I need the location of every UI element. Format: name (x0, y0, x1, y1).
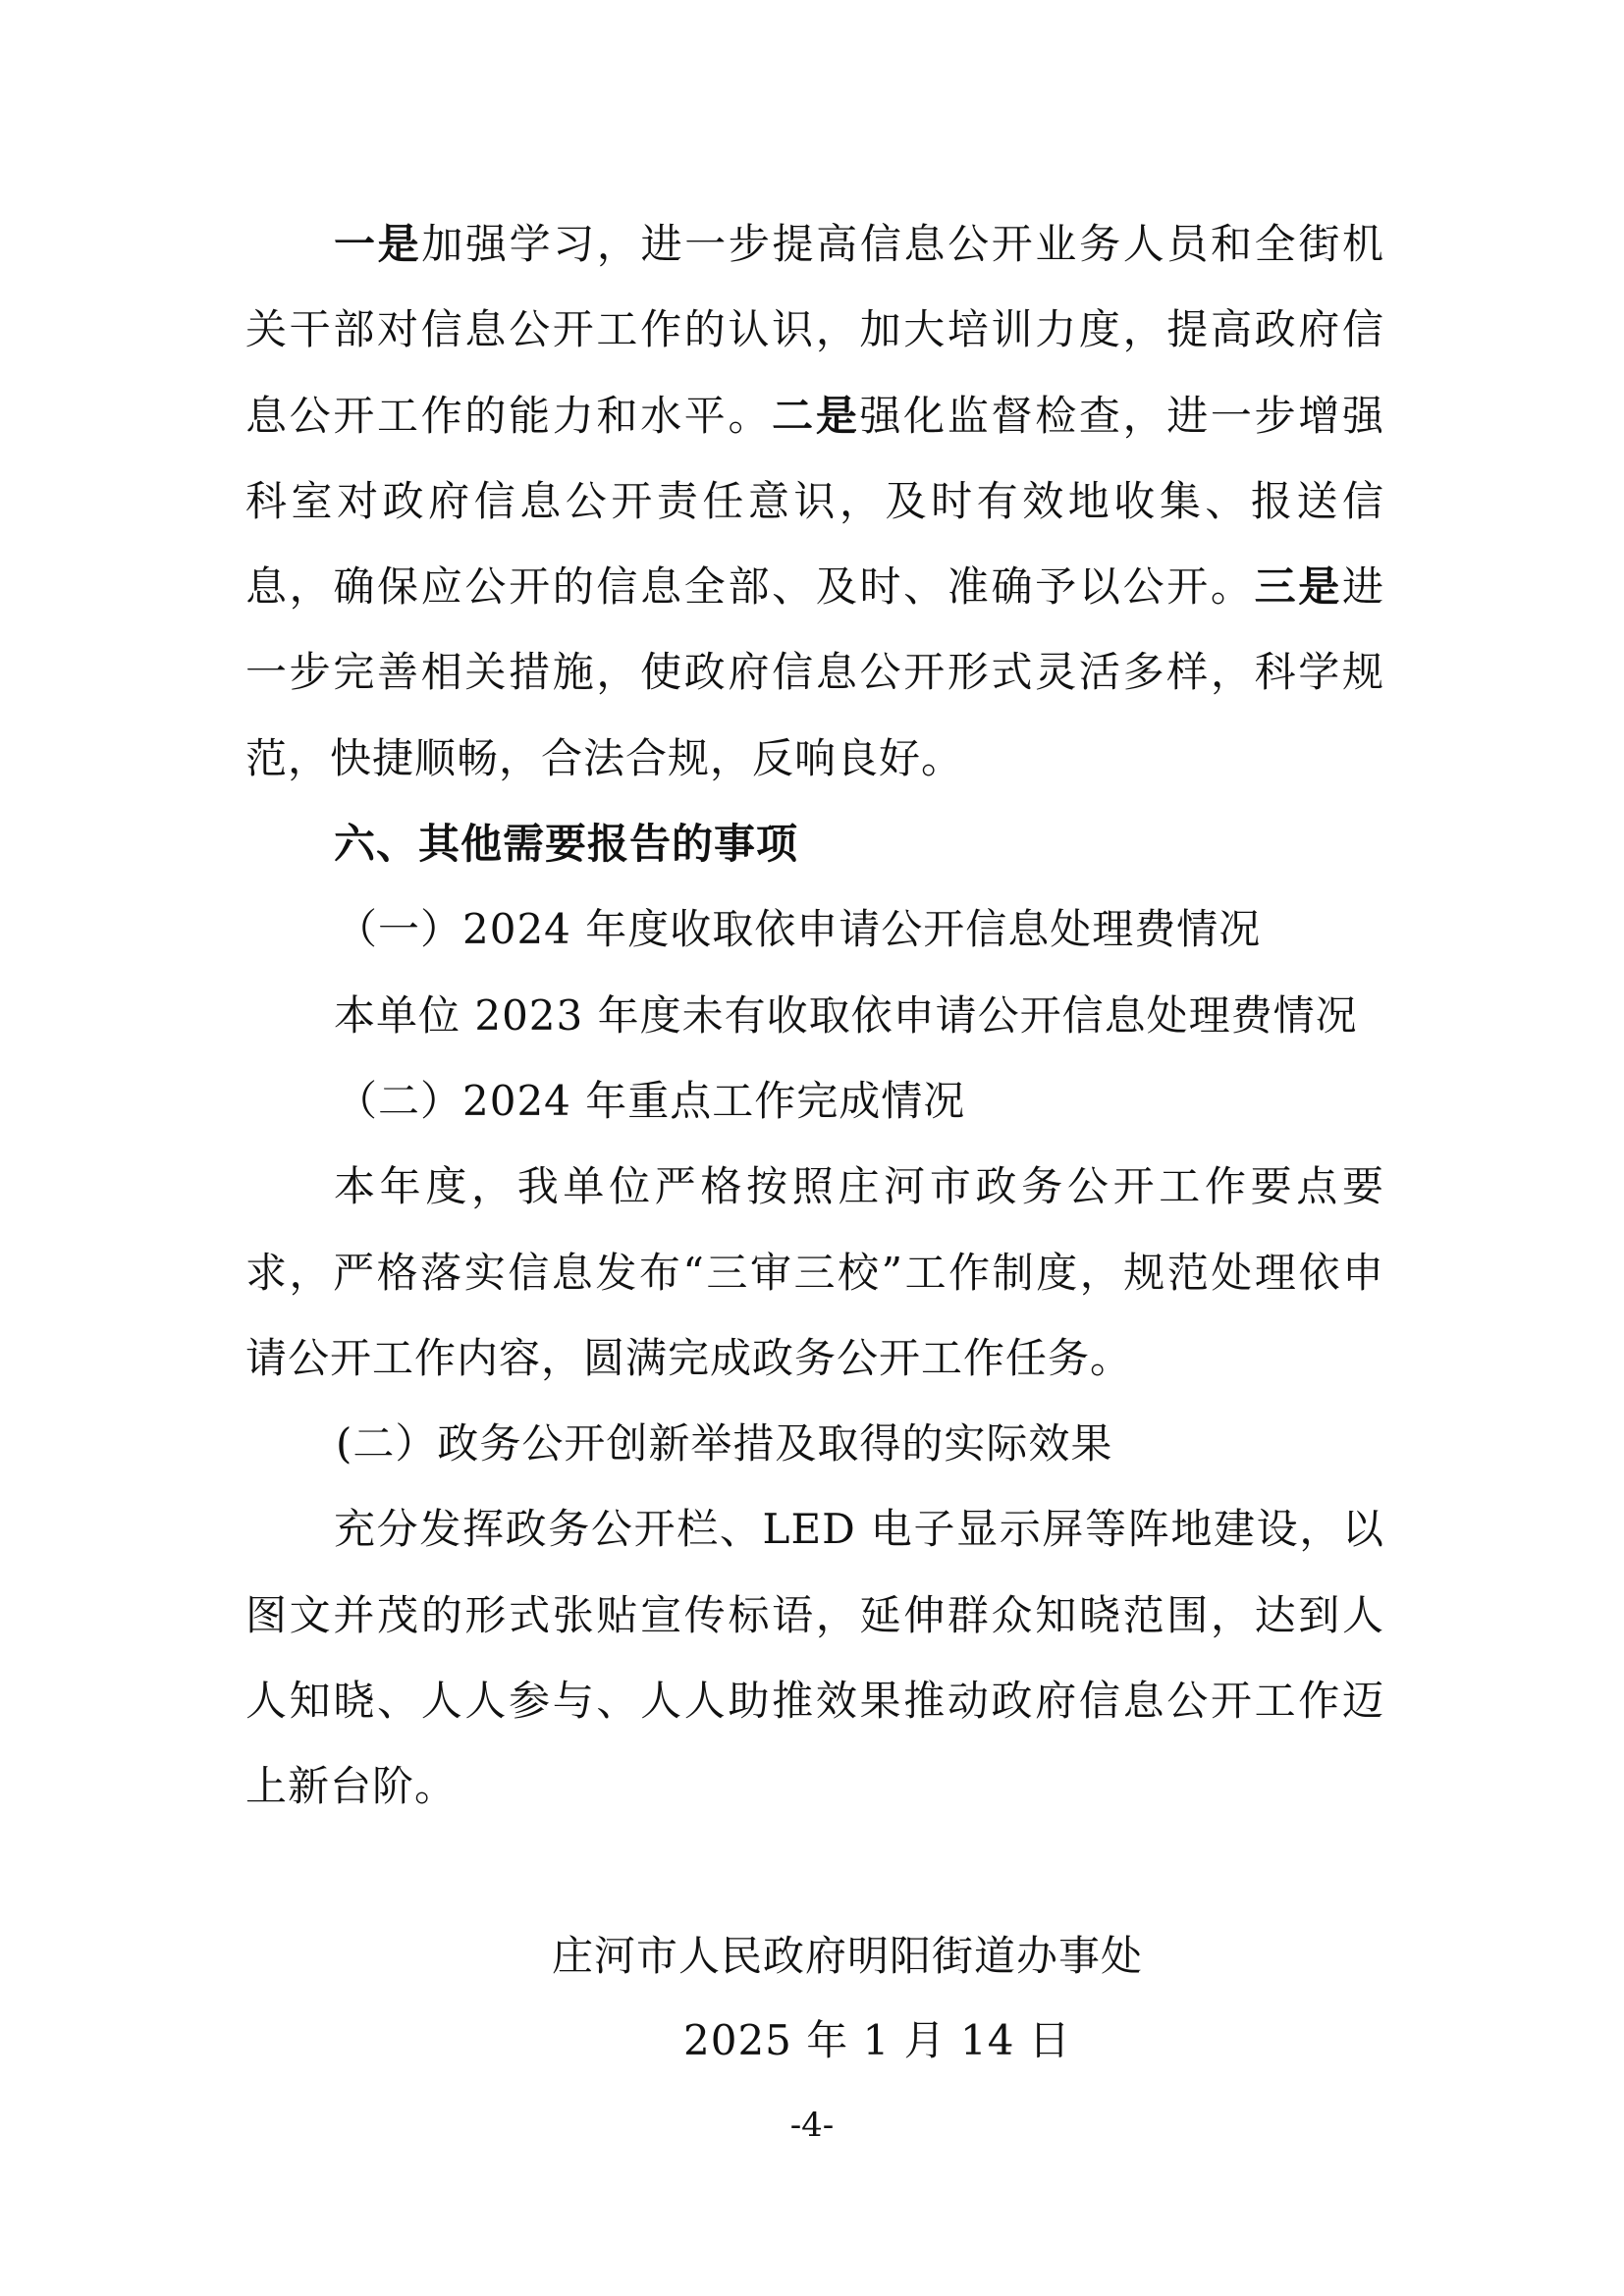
subsection-2-heading: （二）2024 年重点工作完成情况 (336, 1076, 966, 1125)
measure-text-2: 强化监督检查，进一步增强科室对政府信息公开责任意识，及时有效地收集、报送信息，确保应公开的信息全部、及时、准确予以公开。 (245, 391, 1384, 612)
subsection-3-heading: (二）政务公开创新举措及取得的实际效果 (336, 1419, 1113, 1468)
section-6-heading: 六、其他需要报告的事项 (334, 820, 799, 869)
subsection-2-text: 本年度，我单位严格按照庄河市政务公开工作要点要求，严格落实信息发布“三审三校”工作制度，规范处理依申请公开工作内容，圆满完成政务公开工作任务。 (245, 1162, 1384, 1382)
measure-text-3: 进一步完善相关措施，使政府信息公开形式灵活多样，科学规范，快捷顺畅，合法合规，反响良好。 (245, 562, 1384, 782)
measure-label-2: 二是 (772, 391, 860, 440)
subsection-3-text: 充分发挥政务公开栏、LED 电子显示屏等阵地建设，以图文并茂的形式张贴宣传标语，延伸群众知晓范围，达到人人知晓、人人参与、人人助推效果推动政府信息公开工作迈上新台阶。 (245, 1505, 1384, 1811)
document-body (245, 201, 1384, 1830)
page-number: -4- (789, 2106, 835, 2145)
measures-paragraph (245, 201, 1384, 801)
measure-label-3: 三是 (1254, 562, 1342, 612)
signature-organization: 庄河市人民政府明阳街道办事处 (552, 1932, 1144, 1980)
subsection-1-text: 本单位 2023 年度未有收取依申请公开信息处理费情况 (334, 990, 1358, 1040)
signature-date: 2025 年 1 月 14 日 (683, 2016, 1071, 2064)
subsection-1-heading: （一）2024 年度收取依申请公开信息处理费情况 (336, 905, 1262, 954)
measure-label-1: 一是 (334, 220, 422, 268)
measure-text-1: 加强学习，进一步提高信息公开业务人员和全街机关干部对信息公开工作的认识，加大培训力度，提高政府信息公开工作的能力和水平。 (245, 220, 1384, 440)
